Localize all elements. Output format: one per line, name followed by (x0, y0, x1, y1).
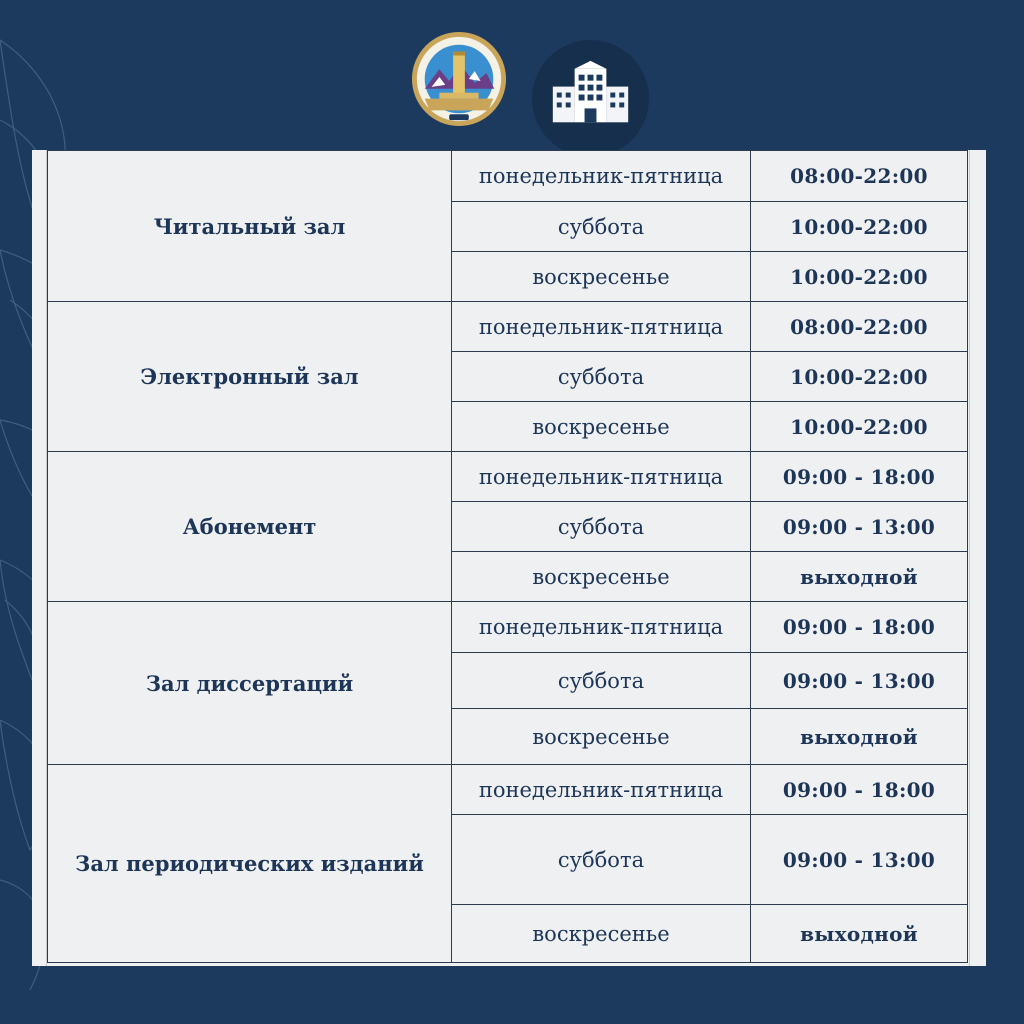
day-cell: суббота (452, 352, 751, 402)
day-cell: суббота (452, 653, 751, 709)
day-cell: воскресенье (452, 709, 751, 765)
day-cell: воскресенье (452, 905, 751, 963)
day-cell: воскресенье (452, 402, 751, 452)
time-cell: 08:00-22:00 (751, 151, 968, 202)
schedule-table (47, 150, 968, 963)
time-cell: выходной (751, 905, 968, 963)
day-cell: суббота (452, 202, 751, 252)
table-row (48, 452, 968, 502)
day-cell: суббота (452, 502, 751, 552)
table-row (48, 151, 968, 202)
day-cell: воскресенье (452, 552, 751, 602)
logo-bar (0, 20, 1024, 142)
hall-name: Зал диссертаций (48, 602, 452, 765)
time-cell: выходной (751, 552, 968, 602)
day-cell: понедельник-пятница (452, 452, 751, 502)
time-cell: 10:00-22:00 (751, 352, 968, 402)
time-cell: 10:00-22:00 (751, 402, 968, 452)
time-cell: 09:00 - 13:00 (751, 653, 968, 709)
time-cell: 09:00 - 18:00 (751, 765, 968, 815)
hall-name: Абонемент (48, 452, 452, 602)
hall-name: Электронный зал (48, 302, 452, 452)
table-row (48, 302, 968, 352)
time-cell: 08:00-22:00 (751, 302, 968, 352)
time-cell: 10:00-22:00 (751, 252, 968, 302)
time-cell: 10:00-22:00 (751, 202, 968, 252)
library-building-icon (531, 39, 650, 158)
time-cell: выходной (751, 709, 968, 765)
day-cell: понедельник-пятница (452, 602, 751, 653)
table-row (48, 765, 968, 815)
card-divider-right (969, 150, 970, 966)
time-cell: 09:00 - 13:00 (751, 815, 968, 905)
time-cell: 09:00 - 18:00 (751, 602, 968, 653)
day-cell: понедельник-пятница (452, 302, 751, 352)
hall-name: Читальный зал (48, 151, 452, 302)
day-cell: понедельник-пятница (452, 765, 751, 815)
time-cell: 09:00 - 13:00 (751, 502, 968, 552)
day-cell: понедельник-пятница (452, 151, 751, 202)
hall-name: Зал периодических изданий (48, 765, 452, 963)
day-cell: суббота (452, 815, 751, 905)
time-cell: 09:00 - 18:00 (751, 452, 968, 502)
university-seal-icon (410, 30, 508, 128)
day-cell: воскресенье (452, 252, 751, 302)
table-row (48, 602, 968, 653)
